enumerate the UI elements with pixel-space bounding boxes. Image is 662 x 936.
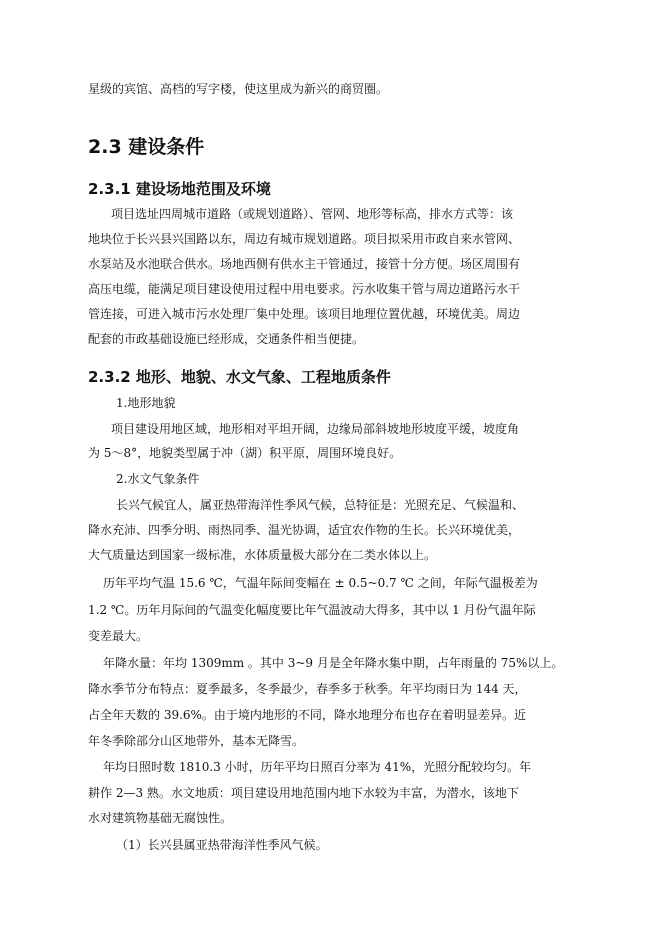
subsection-heading-2: 2.3.2 地形、地貌、水文气象、工程地质条件: [88, 368, 391, 386]
item-title-terrain: 1.地形地貌: [116, 396, 176, 410]
paragraph-line: 降水充沛、四季分明、雨热同季、温光协调，适宜农作物的生长。长兴环境优美，: [88, 523, 521, 537]
list-item: （1）长兴县属亚热带海洋性季风气候。: [116, 838, 328, 852]
paragraph-line: 配套的市政基础设施已经形成，交通条件相当便捷。: [88, 332, 365, 346]
paragraph-line: 管连接，可进入城市污水处理厂集中处理。该项目地理位置优越，环境优美。周边: [88, 307, 521, 321]
paragraph-line: 1.2 ℃。历年月际间的气温变化幅度要比年气温波动大得多，其中以 1 月份气温年际: [88, 603, 536, 617]
paragraph-line: 高压电缆，能满足项目建设使用过程中用电要求。污水收集干管与周边道路污水干: [88, 282, 521, 296]
intro-text: 星级的宾馆、高档的写字楼，使这里成为新兴的商贸圈。: [88, 82, 389, 96]
paragraph-line: 年降水量：年均 1309mm 。其中 3~9 月是全年降水集中期，占年雨量的 75%以上。: [103, 656, 564, 670]
paragraph-line: 大气质量达到国家一级标准，水体质量极大部分在二类水体以上。: [88, 548, 437, 562]
paragraph-line: 年冬季除部分山区地带外，基本无降雪。: [88, 734, 305, 748]
paragraph-line: 水对建筑物基础无腐蚀性。: [88, 811, 233, 825]
paragraph-line: 变差最大。: [88, 629, 149, 643]
section-heading: 2.3 建设条件: [88, 136, 205, 158]
paragraph-line: 年均日照时数 1810.3 小时，历年平均日照百分率为 41%，光照分配较均匀。年: [103, 760, 532, 774]
paragraph-line: 耕作 2—3 熟。水文地质：项目建设用地范围内地下水较为丰富，为潜水，该地下: [88, 786, 519, 800]
paragraph-line: 水泵站及水池联合供水。场地西侧有供水主干管通过，接管十分方便。场区周围有: [88, 257, 521, 271]
paragraph-line: 项目选址四周城市道路（或规划道路）、管网、地形等标高，排水方式等：该: [111, 207, 514, 221]
subsection-heading-1: 2.3.1 建设场地范围及环境: [88, 180, 271, 198]
paragraph-line: 为 5～8°，地貌类型属于冲（湖）积平原，周围环境良好。: [88, 446, 402, 460]
paragraph-line: 长兴气候宜人，属亚热带海洋性季风气候，总特征是：光照充足、气候温和、: [116, 498, 525, 512]
paragraph-line: 历年平均气温 15.6 ℃，气温年际间变幅在 ± 0.5~0.7 ℃ 之间，年际气温极差为: [103, 576, 538, 590]
paragraph-line: 项目建设用地区域，地形相对平坦开阔，边缘局部斜坡地形坡度平缓，坡度角: [111, 422, 520, 436]
paragraph-line: 占全年天数的 39.6%。由于境内地形的不同，降水地理分布也存在着明显差异。近: [88, 708, 526, 722]
paragraph-line: 降水季节分布特点：夏季最多，冬季最少，春季多于秋季。年平均雨日为 144 天，: [88, 682, 527, 696]
paragraph-line: 地块位于长兴县兴国路以东，周边有城市规划道路。项目拟采用市政自来水管网、: [88, 232, 521, 246]
item-title-climate: 2.水文气象条件: [116, 472, 200, 486]
